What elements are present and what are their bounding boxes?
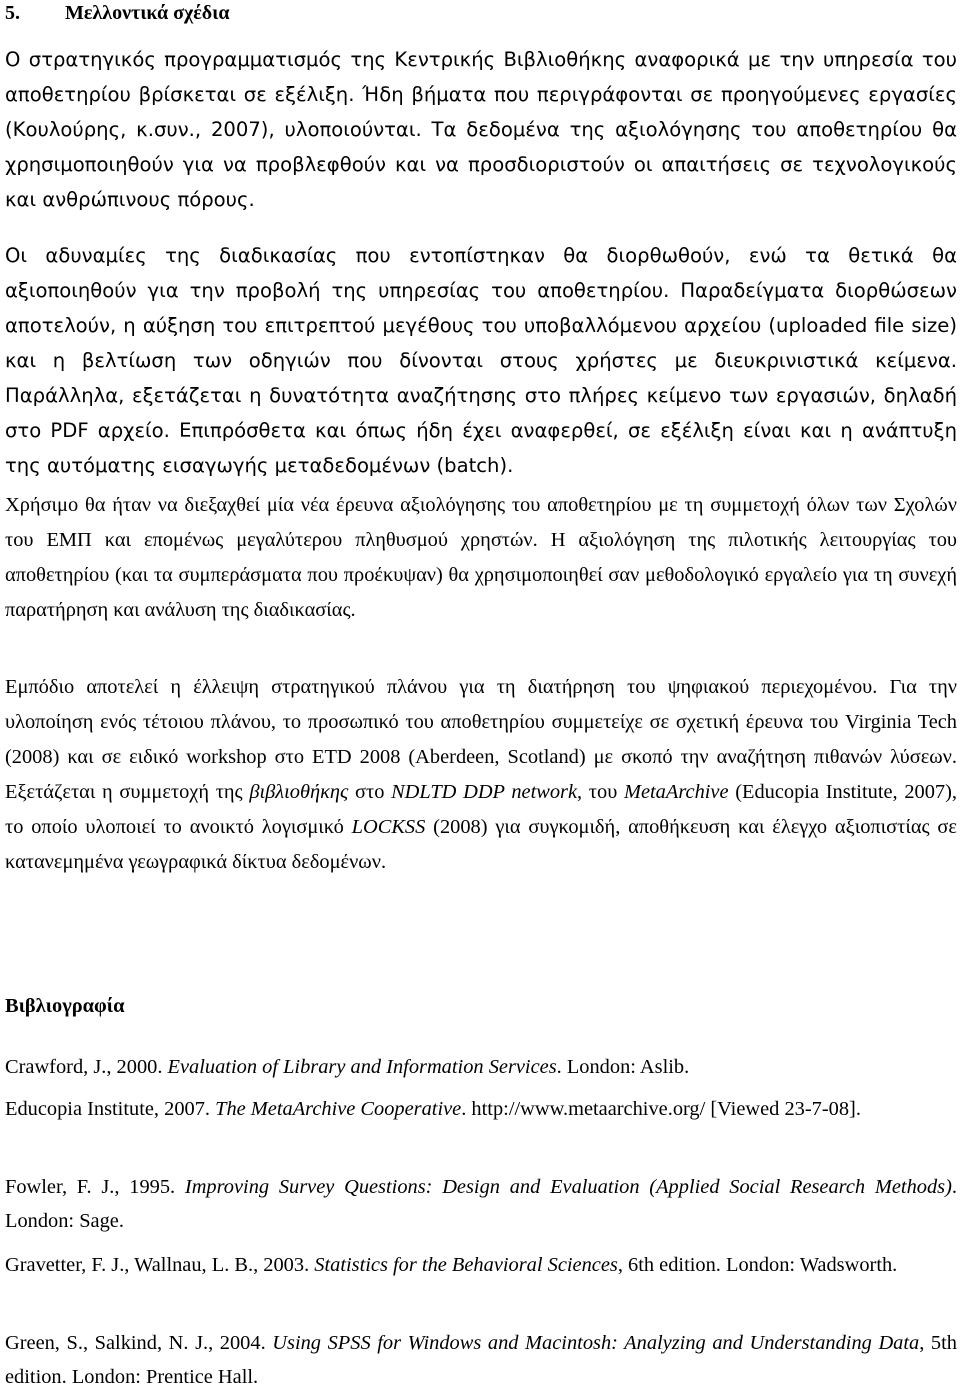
paragraph-weaknesses: Οι αδυναμίες της διαδικασίας που εντοπίστηκαν θα διορθωθούν, ενώ τα θετικά θα αξιοποιηθούν για την προβολή της υπηρεσίας του αποθετηρίου. Παραδείγματα διορθώσεων αποτελούν, η αύξηση του επιτρεπτού μεγέθους του υποβαλλόμενου αρχείου (uploaded file size) και η βελτίωση των οδηγιών που δίνονται στους χρήστες με διευκρινιστικά κείμενα. Παράλληλα, εξετάζεται η δυνατότητα αναζήτησης στο πλήρες κείμενο των εργασιών, δηλαδή στο PDF αρχείο. Επιπρόσθετα και όπως ήδη έχει αναφερθεί, σε εξέλιξη είναι και η ανάπτυξη της αυτόματης εισαγωγής μεταδεδομένων (batch). — [5, 244, 957, 477]
reference-title: The MetaArchive Cooperative — [215, 1098, 462, 1120]
reference-publisher: . London: Aslib. — [556, 1056, 690, 1078]
reference-publisher: , 6th edition. London: Wadsworth. — [617, 1254, 898, 1276]
paragraph-new-survey: Χρήσιμο θα ήταν να διεξαχθεί μία νέα έρευνα αξιολόγησης του αποθετηρίου με τη συμμετοχή όλων των Σχολών του ΕΜΠ και επομένως μεγαλύτερου πληθυσμού χρηστών. Η αξιολόγηση της πιλοτικής λειτουργίας του αποθετηρίου (και τα συμπεράσματα που προέκυψαν) θα χρησιμοποιηθεί σαν μεθοδολογικό εργαλείο για τη συνεχή παρατήρηση και ανάλυση της διαδικασίας. — [5, 494, 957, 621]
preservation-italic-ndltd: NDLTD DDP network — [391, 781, 578, 803]
preservation-text-mid3: (Educopia Institute, 2007), το οποίο υλοποιεί το ανοικτό λογισμικό — [5, 781, 957, 838]
reference-authors: Educopia Institute, 2007. — [5, 1098, 216, 1120]
reference-item — [5, 1248, 957, 1282]
preservation-text-tail: (2008) για συγκομιδή, αποθήκευση και έλεγχο αξιοπιστίας σε κατανεμημένα γεωγραφικά δίκτυα δεδομένων. — [5, 816, 957, 873]
paragraph-strategic-planning: Ο στρατηγικός προγραμματισμός της Κεντρικής Βιβλιοθήκης αναφορικά με την υπηρεσία του αποθετηρίου βρίσκεται σε εξέλιξη. Ήδη βήματα που περιγράφονται σε προηγούμενες εργασίες (Κουλούρης, κ.συν., 2007), υλοποιούνται. Τα δεδομένα της αξιολόγησης του αποθετηρίου θα χρησιμοποιηθούν για να προβλεφθούν και να προσδιοριστούν οι απαιτήσεις σε τεχνολογικούς και ανθρώπινους πόρους. — [5, 48, 957, 211]
section-heading — [5, 0, 230, 26]
reference-authors: Gravetter, F. J., Wallnau, L. B., 2003. — [5, 1254, 315, 1276]
preservation-italic-lockss: LOCKSS — [351, 816, 426, 838]
preservation-text-lead: Εμπόδιο αποτελεί η έλλειψη στρατηγικού πλάνου για τη διατήρηση του ψηφιακού περιεχομένου. Για την υλοποίηση ενός τέτοιου πλάνου, το προσωπικό του αποθετηρίου συμμετείχε σε σχετική έρευνα του Virginia Tech (2008) και σε ειδικό workshop στο ETD 2008 (Aberdeen, Scotland) με σκοπό την αναζήτηση πιθανών λύσεων. Εξετάζεται η συμμετοχή της — [5, 676, 957, 803]
section-number: 5. — [5, 2, 20, 24]
bibliography-heading: Βιβλιογραφία — [5, 995, 125, 1017]
paragraph-preservation — [5, 670, 957, 880]
reference-authors: Crawford, J., 2000. — [5, 1056, 168, 1078]
reference-item — [5, 1092, 957, 1126]
section-title: Μελλοντικά σχέδια — [65, 2, 230, 24]
preservation-italic-metaarchive: MetaArchive — [623, 781, 729, 803]
preservation-text-mid1: στο — [348, 781, 392, 803]
reference-publisher: . London: Sage. — [5, 1176, 957, 1232]
preservation-italic-library: βιβλιοθήκης — [249, 781, 349, 803]
reference-authors: Green, S., Salkind, N. J., 2004. — [5, 1332, 273, 1354]
reference-title: Improving Survey Questions: Design and Evaluation (Applied Social Research Methods) — [184, 1176, 952, 1198]
reference-title: Using SPSS for Windows and Macintosh: Analyzing and Understanding Data — [272, 1332, 920, 1354]
reference-publisher: , 5th edition. London: Prentice Hall. — [5, 1332, 957, 1388]
reference-item — [5, 1170, 957, 1238]
reference-title: Statistics for the Behavioral Sciences — [314, 1254, 618, 1276]
reference-authors: Fowler, F. J., 1995. — [5, 1176, 185, 1198]
reference-item — [5, 1326, 957, 1394]
preservation-text-mid2: , του — [577, 781, 624, 803]
reference-publisher: . http://www.metaarchive.org/ [Viewed 23-7-08]. — [461, 1098, 861, 1120]
reference-title: Evaluation of Library and Information Services — [167, 1056, 557, 1078]
reference-item — [5, 1050, 957, 1084]
